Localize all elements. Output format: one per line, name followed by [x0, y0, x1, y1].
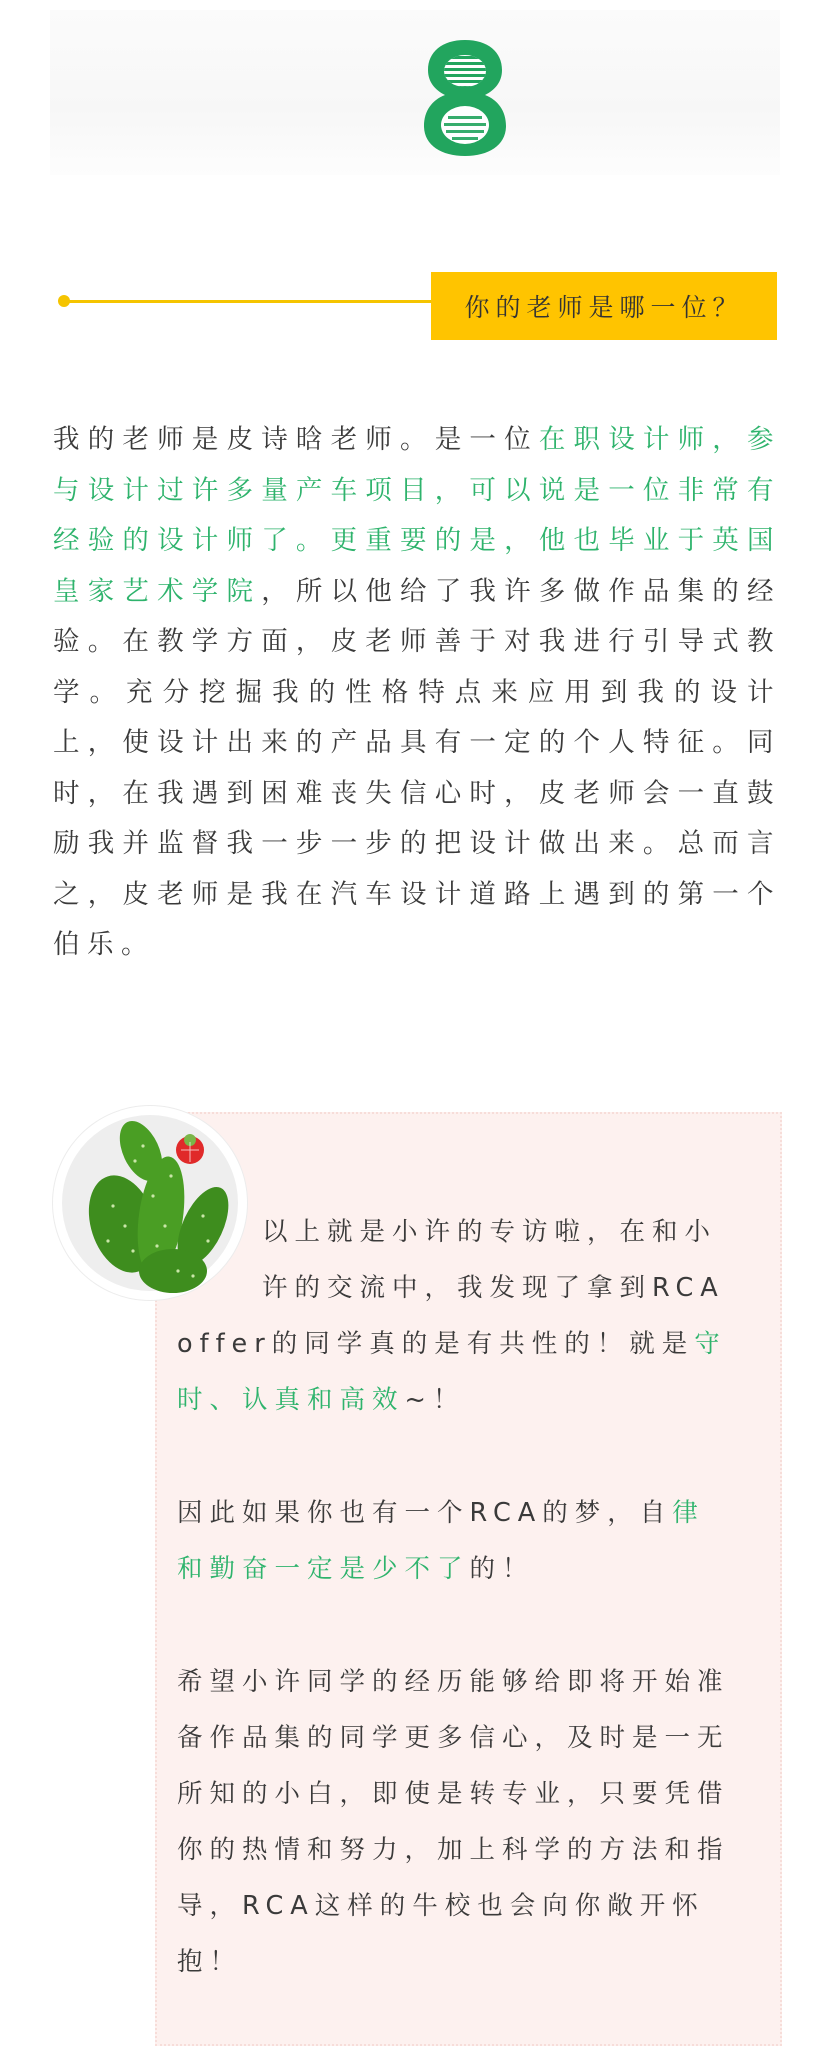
summary-line: 许的交流中，我发现了拿到RCA: [262, 1273, 725, 1303]
number-eight-graphic: [422, 38, 508, 158]
summary-line: [177, 1549, 535, 1585]
summary-line: 备作品集的同学更多信心，及时是一无: [177, 1723, 730, 1753]
summary-line: 所知的小白，即使是转专业，只要凭借: [177, 1779, 730, 1809]
intro-text: 我的老师是皮诗晗老师。是一位: [53, 424, 539, 455]
intro-text-continued: ，所以他给了我许多做作品集的经验。在教学方面，皮老师善于对我进行引导式教学。充分挖掘我的性格特点来应用到我的设计上，使设计出来的产品具有一定的个人特征。同时，在我遇到困难丧失信心时，皮老师会一直鼓励我并监督我一步一步的把设计做出来。总而言之，皮老师是我在汽车设计道路上遇到的第一个伯乐。: [53, 575, 782, 960]
summary-text: 因此如果你也有一个RCA的梦，自: [177, 1498, 673, 1528]
summary-line: 抱！: [177, 1947, 243, 1977]
summary-text: offer的同学真的是有共性的！就是: [177, 1329, 695, 1359]
section-heading-box: [431, 272, 777, 340]
summary-text: 的！: [469, 1554, 535, 1584]
heading-divider-line: [60, 300, 432, 303]
intro-paragraph: [53, 415, 781, 971]
summary-highlight: 和勤奋一定是少不了: [177, 1554, 470, 1584]
summary-highlight: 时、认真和高效: [177, 1385, 405, 1415]
section-heading: 你的老师是哪一位？: [464, 293, 744, 322]
cactus-icon: [53, 1106, 247, 1300]
summary-line: 导，RCA这样的牛校也会向你敞开怀: [177, 1891, 705, 1921]
heading-divider-dot: [58, 295, 70, 307]
section-number-banner: [50, 10, 780, 175]
summary-line: 希望小许同学的经历能够给即将开始准: [177, 1667, 730, 1697]
summary-highlight: 律: [672, 1498, 705, 1528]
summary-line: 你的热情和努力，加上科学的方法和指: [177, 1835, 730, 1865]
intro-highlight: 在职设计师，参与设计过许多量产车项目，可以说是一位非常有经验的设计师了。更重要的是，他也毕业于英国皇家艺术学院: [53, 424, 782, 607]
summary-text: ~！: [404, 1385, 466, 1415]
summary-line: [177, 1324, 727, 1360]
avatar: [53, 1106, 247, 1300]
summary-line: [177, 1380, 465, 1416]
summary-line: [177, 1493, 705, 1529]
summary-line: 以上就是小许的专访啦，在和小: [262, 1217, 718, 1247]
summary-highlight: 守: [694, 1329, 727, 1359]
